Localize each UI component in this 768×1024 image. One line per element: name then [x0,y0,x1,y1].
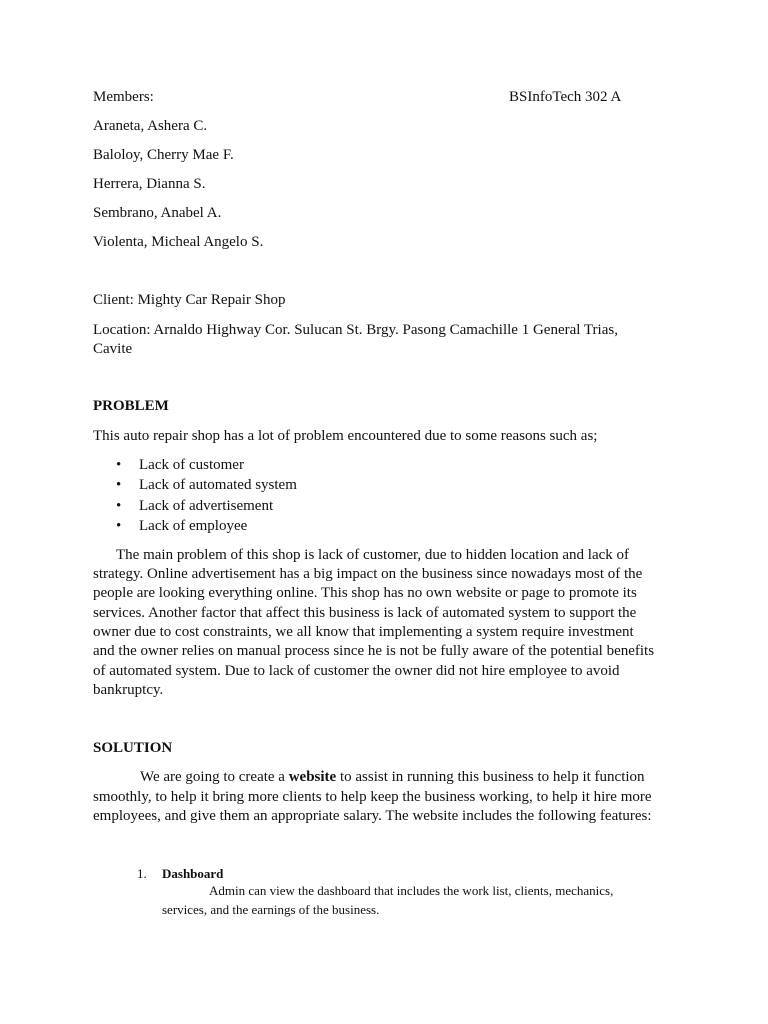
feature-title: Dashboard [162,866,224,881]
client-line: Client: Mighty Car Repair Shop [93,292,286,308]
bullet-item [116,476,297,496]
bullet-item [116,497,297,517]
bullet-text: Lack of customer [139,457,244,473]
bullet-text: Lack of employee [139,517,248,534]
solution-text: to assist in running this business to help it function [336,769,645,785]
solution-paragraph-line: smoothly, to help it bring more clients to help keep the business working, to help it hire more [93,789,652,805]
member-name: Araneta, Ashera C. [93,118,208,134]
problem-paragraph-line: bankruptcy. [93,682,164,698]
problem-paragraph-line: The main problem of this shop is lack of customer, due to hidden location and lack of [116,547,630,563]
problem-paragraph-line: people are looking everything online. This shop has no own website or page to promote its [93,585,637,601]
bullet-item [116,517,297,537]
feature-number: 1. [137,866,147,881]
problem-paragraph-line: of automated system. Due to lack of customer the owner did not hire employee to avoid [93,663,620,679]
solution-text: We are going to create a [140,769,289,785]
problem-heading: PROBLEM [93,398,169,414]
solution-heading: SOLUTION [93,740,173,756]
bullet-text: Lack of automated system [139,477,297,494]
feature-description-line: services, and the earnings of the business. [162,902,380,917]
bullet-dot: • [116,477,122,494]
problem-bullet-list [116,456,297,537]
problem-paragraph-line: strategy. Online advertisement has a big impact on the business since nowadays most of the [93,566,643,582]
bullet-item [116,456,297,476]
member-name: Baloloy, Cherry Mae F. [93,147,234,163]
solution-paragraph-line: employees, and give them an appropriate salary. The website includes the following features: [93,808,652,824]
location-line-continued: Cavite [93,341,133,357]
solution-paragraph-line [140,768,645,786]
feature-description-line: Admin can view the dashboard that includes the work list, clients, mechanics, [209,883,614,898]
problem-paragraph-line: services. Another factor that affect this business is lack of automated system to support the [93,605,637,621]
member-name: Herrera, Dianna S. [93,176,206,192]
solution-emphasis: website [288,769,337,785]
problem-paragraph-line: and the owner relies on manual process since he is not be fully aware of the potential benefits [93,643,655,659]
bullet-dot: • [116,517,122,534]
bullet-dot: • [116,457,122,473]
bullet-text: Lack of advertisement [139,497,274,514]
course-section: BSInfoTech 302 A [509,89,622,105]
problem-intro: This auto repair shop has a lot of problem encountered due to some reasons such as; [93,428,598,444]
member-name: Violenta, Micheal Angelo S. [93,234,264,250]
members-label: Members: [93,89,154,105]
bullet-dot: • [116,497,122,514]
problem-paragraph-line: owner due to cost constraints, we all know that implementing a system require investment [93,624,634,640]
member-name: Sembrano, Anabel A. [93,205,222,221]
location-line: Location: Arnaldo Highway Cor. Sulucan St. Brgy. Pasong Camachille 1 General Trias, [93,322,618,338]
